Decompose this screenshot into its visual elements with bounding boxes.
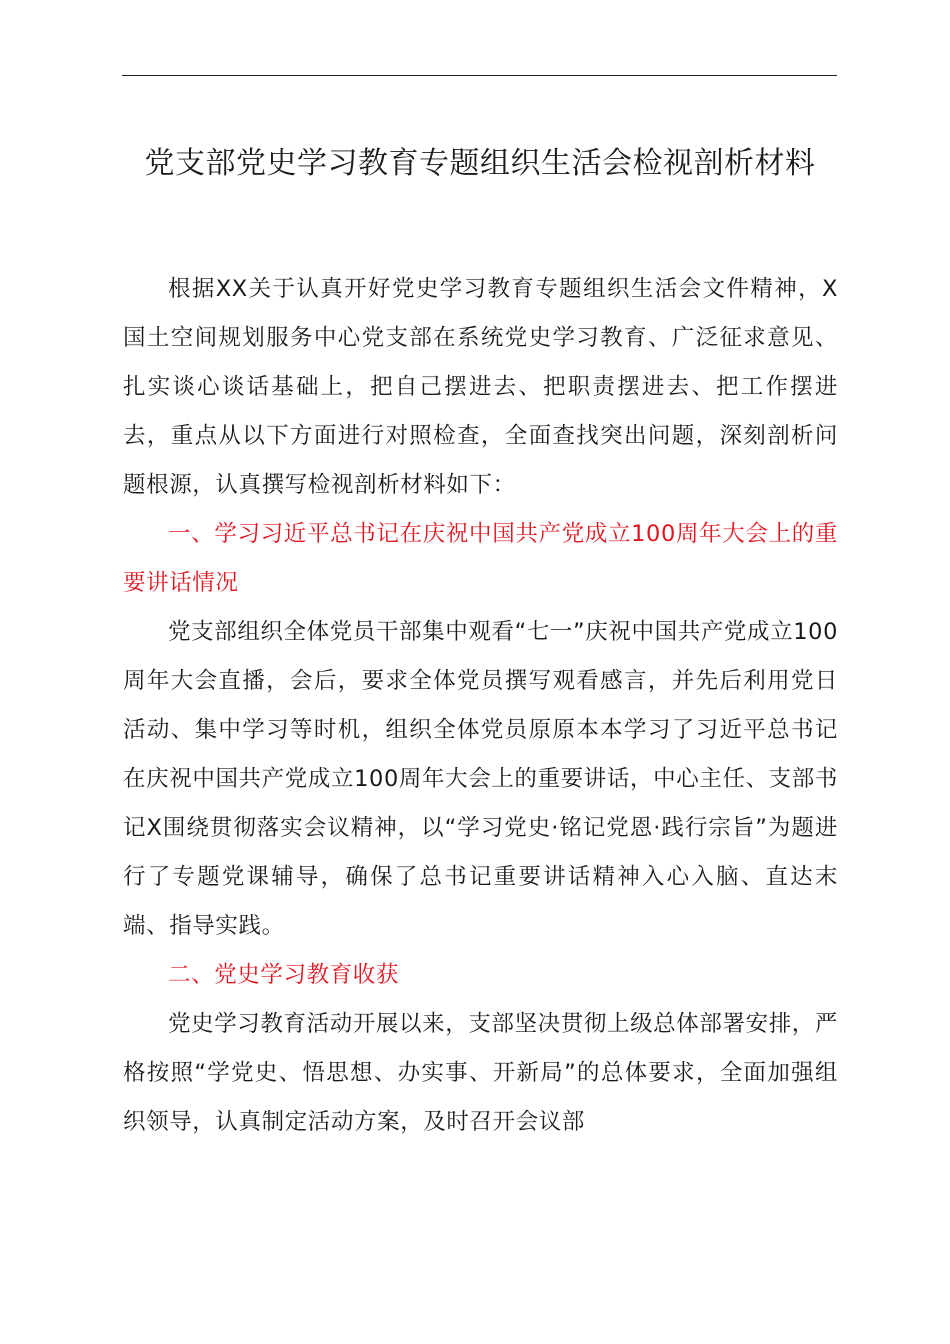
section-2-paragraph: 党史学习教育活动开展以来，支部坚决贯彻上级总体部署安排，严格按照“学党史、悟思想、办实事、开新局”的总体要求，全面加强组织领导，认真制定活动方案，及时召开会议部 — [123, 1011, 838, 1135]
section-1-paragraph: 党支部组织全体党员干部集中观看“七一”庆祝中国共产党成立100周年大会直播，会后，要求全体党员撰写观看感言，并先后利用党日活动、集中学习等时机，组织全体党员原原本本学习了习近平总书记在庆祝中国共产党成立100周年大会上的重要讲话，中心主任、支部书记X围绕贯彻落实会议精神，以“学习党史·铭记党恩·践行宗旨”为题进行了专题党课辅导，确保了总书记重要讲话精神入心入脑、直达末端、指导实践。 — [123, 619, 838, 939]
intro-paragraph: 根据XX关于认真开好党史学习教育专题组织生活会文件精神，X国土空间规划服务中心党支部在系统党史学习教育、广泛征求意见、扎实谈心谈话基础上，把自己摆进去、把职责摆进去、把工作摆进去，重点从以下方面进行对照检查，全面查找突出问题，深刻剖析问题根源，认真撰写检视剖析材料如下： — [123, 276, 838, 498]
header-rule — [122, 75, 837, 76]
section-heading-2: 二、党史学习教育收获 — [168, 962, 400, 988]
section-heading-1: 一、学习习近平总书记在庆祝中国共产党成立100周年大会上的重要讲话情况 — [123, 521, 838, 596]
document-title: 党支部党史学习教育专题组织生活会检视剖析材料 — [144, 146, 816, 181]
document-body — [123, 265, 838, 1147]
